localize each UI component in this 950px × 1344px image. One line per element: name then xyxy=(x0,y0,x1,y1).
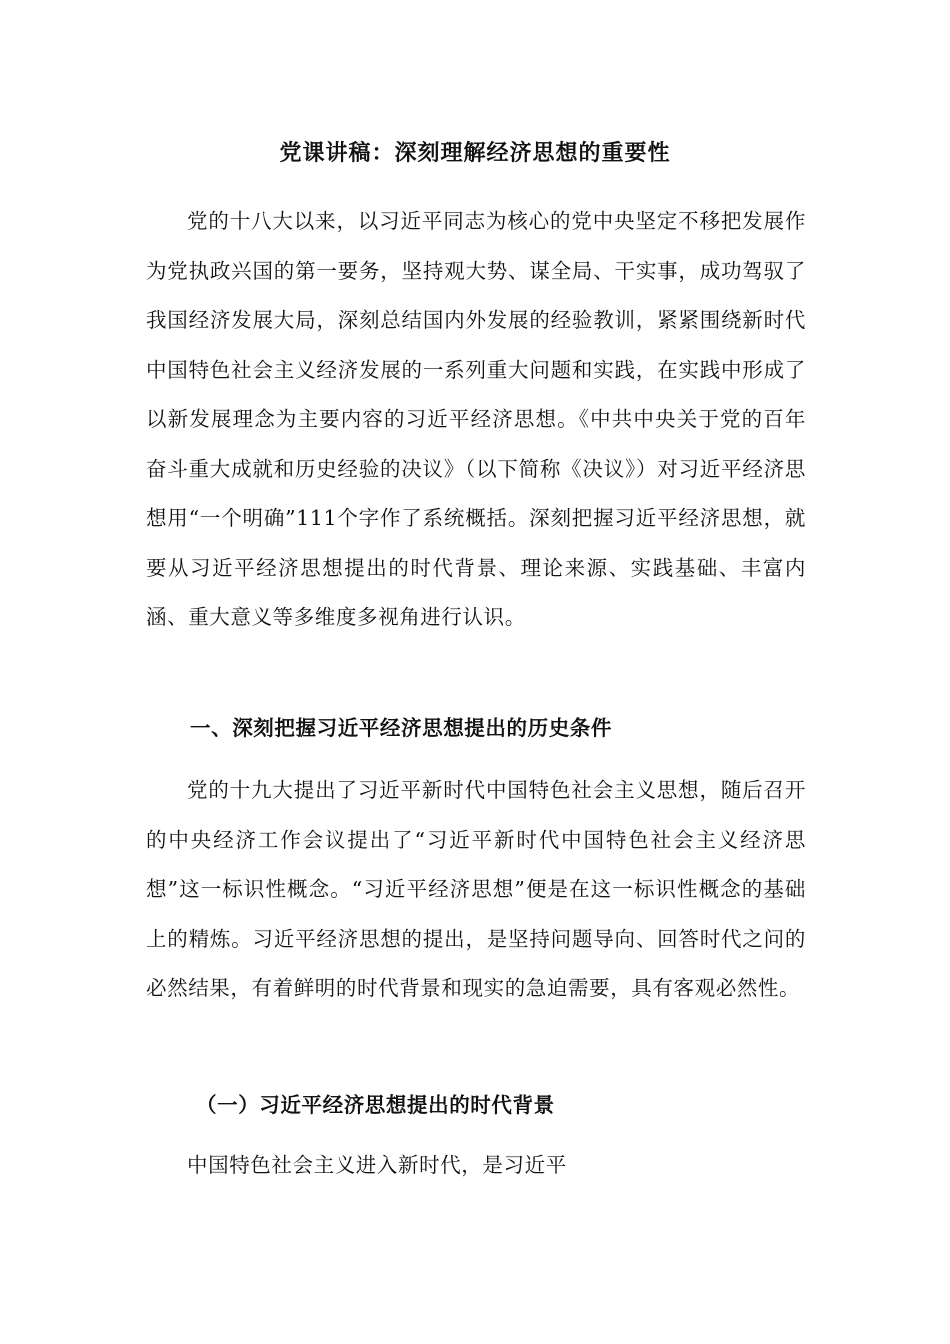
section-heading-1: 一、深刻把握习近平经济思想提出的历史条件 xyxy=(190,716,612,740)
paragraph-subsection-1: 中国特色社会主义进入新时代，是习近平 xyxy=(187,1153,567,1177)
document-title: 党课讲稿：深刻理解经济思想的重要性 xyxy=(279,140,671,166)
paragraph-intro: 党的十八大以来，以习近平同志为核心的党中央坚定不移把发展作为党执政兴国的第一要务，坚持观大势、谋全局、干实事，成功驾驭了我国经济发展大局，深刻总结国内外发展的经验教训，紧紧围绕新时代中国特色社会主义经济发展的一系列重大问题和实践，在实践中形成了以新发展理念为主要内容的习近平经济思想。《中共中央关于党的百年奋斗重大成就和历史经验的决议》（以下简称《决议》）对习近平经济思想用“一个明确”111个字作了系统概括。深刻把握习近平经济思想，就要从习近平经济思想提出的时代背景、理论来源、实践基础、丰富内涵、重大意义等多维度多视角进行认识。 xyxy=(146,209,806,629)
subsection-heading-1: （一）习近平经济思想提出的时代背景 xyxy=(196,1093,555,1117)
paragraph-section-1: 党的十九大提出了习近平新时代中国特色社会主义思想，随后召开的中央经济工作会议提出了“习近平新时代中国特色社会主义经济思想”这一标识性概念。“习近平经济思想”便是在这一标识性概念的基础上的精炼。习近平经济思想的提出，是坚持问题导向、回答时代之问的必然结果，有着鲜明的时代背景和现实的急迫需要，具有客观必然性。 xyxy=(146,778,806,1000)
